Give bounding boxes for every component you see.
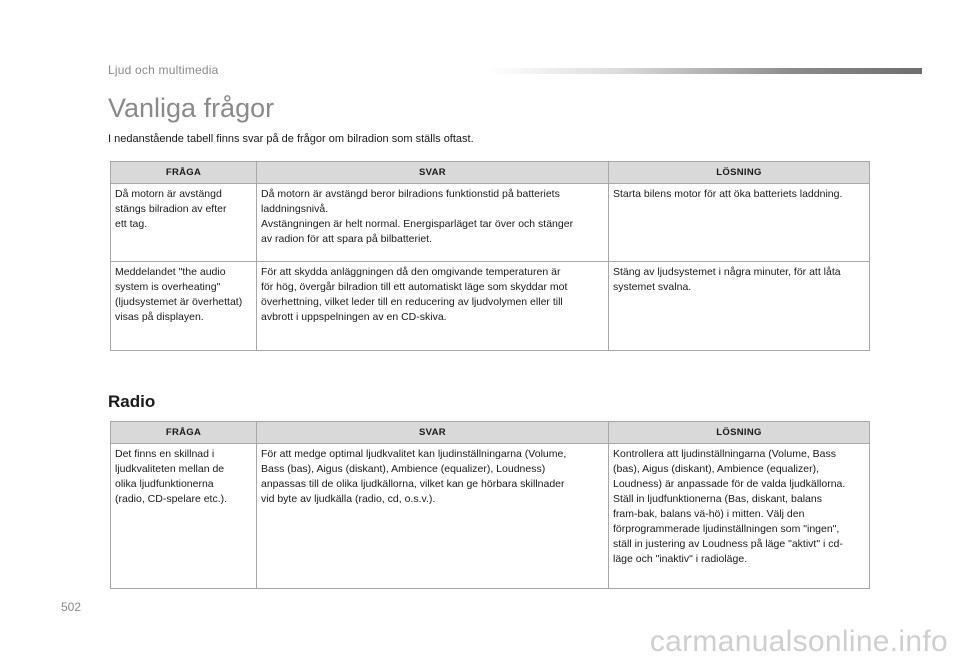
column-header-answer: SVAR: [257, 162, 609, 184]
table-row: [111, 444, 870, 589]
question-cell: [111, 184, 257, 262]
answer-text: För att medge optimal ljudkvalitet kan ljudinställningarna (Volume, Bass (bas), Aigus (diskant), Ambience (equalizer), Loudness) anpassas till de olika ljudkällorna, vilket kan ge hörbara skillnader vid byte av ljudkälla (radio, cd, o.s.v.).: [261, 448, 567, 505]
page-number: 502: [61, 600, 82, 614]
question-cell: [111, 262, 257, 351]
question-text: Då motorn är avstängd stängs bilradion av efter ett tag.: [115, 188, 227, 230]
question-text: Meddelandet "the audio system is overheating" (ljudsystemet är överhettat) visas på displayen.: [115, 266, 243, 323]
answer-text: Då motorn är avstängd beror bilradions funktionstid på batteriets laddningsnivå. Avstängningen är helt normal. Energisparläget tar över och stänger av radion för att spara på bilbatteriet.: [261, 188, 574, 245]
solution-text: Starta bilens motor för att öka batteriets laddning.: [613, 188, 843, 200]
answer-cell: [257, 184, 609, 262]
question-text: Det finns en skillnad i ljudkvaliteten mellan de olika ljudfunktionerna (radio, CD-spelare etc.).: [115, 448, 228, 505]
solution-text: Stäng av ljudsystemet i några minuter, för att låta systemet svalna.: [613, 266, 841, 293]
watermark: carmanualsonline.info: [649, 625, 948, 658]
table-row: [111, 184, 870, 262]
column-header-answer: SVAR: [257, 422, 609, 444]
solution-cell: [609, 184, 870, 262]
solution-text: Kontrollera att ljudinställningarna (Volume, Bass (bas), Aigus (diskant), Ambience (equalizer), Loudness) är anpassade för de valda ljudkällorna. Ställ in ljudfunktionerna (Bas, diskant, balans fram-bak, balans vä-hö) i mitten. Välj den förprogrammerade ljudinställningen som "ingen", ställ in justering av Loudness på läge "aktivt" i cd- läge och "inaktiv" i radioläge.: [613, 448, 846, 565]
radio-section-title: Radio: [108, 392, 156, 411]
question-cell: [111, 444, 257, 589]
column-header-question: FRÅGA: [111, 422, 257, 444]
radio-faq-table: [110, 421, 870, 589]
column-header-solution: LÖSNING: [609, 162, 870, 184]
answer-text: För att skydda anläggningen då den omgivande temperaturen är för hög, övergår bilradion till ett automatiskt läge som skyddar mot överhettning, vilket leder till en reducering av ljudvolymen eller till avbrott i uppspelningen av en CD-skiva.: [261, 266, 568, 323]
table-row: [111, 262, 870, 351]
header-rule: [488, 68, 922, 74]
column-header-question: FRÅGA: [111, 162, 257, 184]
table-header-row: [111, 162, 870, 184]
answer-cell: [257, 444, 609, 589]
solution-cell: [609, 262, 870, 351]
answer-cell: [257, 262, 609, 351]
section-header: Ljud och multimedia: [108, 63, 219, 77]
solution-cell: [609, 444, 870, 589]
column-header-solution: LÖSNING: [609, 422, 870, 444]
page-title: Vanliga frågor: [108, 93, 275, 123]
intro-text: I nedanstående tabell finns svar på de frågor om bilradion som ställs oftast.: [108, 133, 474, 145]
table-header-row: [111, 422, 870, 444]
faq-table: [110, 161, 870, 351]
